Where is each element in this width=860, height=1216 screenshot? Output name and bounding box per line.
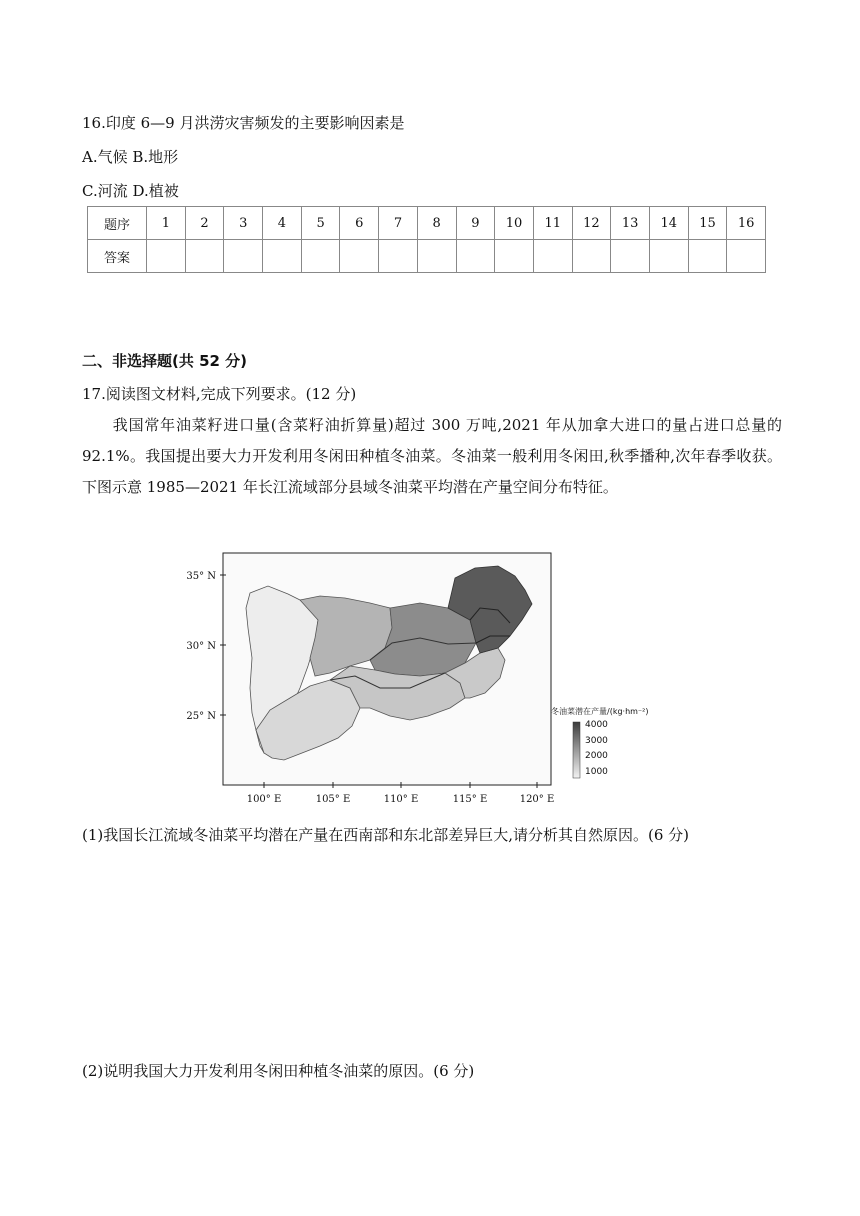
answer-cell[interactable] bbox=[263, 240, 302, 273]
row-label-answer: 答案 bbox=[88, 240, 147, 273]
lon-label: 115° E bbox=[452, 794, 488, 805]
answer-cell[interactable] bbox=[340, 240, 379, 273]
q16-options-cd: C.河流 D.植被 bbox=[82, 182, 179, 200]
legend-value: 2000 bbox=[585, 751, 608, 761]
q17-material-text: 我国常年油菜籽进口量(含菜籽油折算量)超过 300 万吨,2021 年从加拿大进口的量占进口总量的 92.1%。我国提出要大力开发利用冬闲田种植冬油菜。冬油菜一般利用冬闲田,秋季播种,次年春季收获。下图示意 1985—2021 年长江流域部分县域冬油菜平均潜在产量空间分布特征。 bbox=[82, 416, 782, 496]
answer-cell[interactable] bbox=[649, 240, 688, 273]
question-number-cell: 6 bbox=[340, 207, 379, 240]
answer-cell[interactable] bbox=[688, 240, 727, 273]
question-number-cell: 8 bbox=[417, 207, 456, 240]
q17-material bbox=[82, 410, 782, 503]
answer-table bbox=[87, 206, 766, 273]
question-number-cell: 9 bbox=[456, 207, 495, 240]
q17-sub2: (2)说明我国大力开发利用冬闲田种植冬油菜的原因。(6 分) bbox=[82, 1062, 475, 1080]
question-number-cell: 12 bbox=[572, 207, 611, 240]
question-number-cell: 5 bbox=[301, 207, 340, 240]
answer-cell[interactable] bbox=[572, 240, 611, 273]
question-number-cell: 7 bbox=[379, 207, 418, 240]
answer-cell[interactable] bbox=[379, 240, 418, 273]
legend-value: 3000 bbox=[585, 735, 608, 746]
answer-cell[interactable] bbox=[185, 240, 224, 273]
section-title: 二、非选择题(共 52 分) bbox=[82, 352, 248, 370]
question-number-cell: 14 bbox=[649, 207, 688, 240]
q17-stem: 17.阅读图文材料,完成下列要求。(12 分) bbox=[82, 385, 357, 403]
q16-stem: 16.印度 6—9 月洪涝灾害频发的主要影响因素是 bbox=[82, 114, 405, 132]
legend-value: 1000 bbox=[585, 766, 608, 777]
q17-sub1: (1)我国长江流域冬油菜平均潜在产量在西南部和东北部差异巨大,请分析其自然原因。(6 分) bbox=[82, 826, 690, 844]
q16-options-ab: A.气候 B.地形 bbox=[82, 148, 179, 166]
question-number-cell: 3 bbox=[224, 207, 263, 240]
answer-cell[interactable] bbox=[147, 240, 186, 273]
lon-label: 105° E bbox=[315, 794, 351, 805]
answer-cell[interactable] bbox=[611, 240, 650, 273]
legend-colorbar bbox=[573, 722, 580, 778]
answer-cell[interactable] bbox=[456, 240, 495, 273]
answer-table-header-row bbox=[88, 207, 766, 240]
answer-cell[interactable] bbox=[495, 240, 534, 273]
row-label-number: 题序 bbox=[88, 207, 147, 240]
question-number-cell: 1 bbox=[147, 207, 186, 240]
answer-cell[interactable] bbox=[301, 240, 340, 273]
lat-label: 25° N bbox=[186, 711, 216, 722]
question-number-cell: 2 bbox=[185, 207, 224, 240]
answer-cell[interactable] bbox=[417, 240, 456, 273]
lon-label: 120° E bbox=[519, 794, 555, 805]
lon-label: 100° E bbox=[246, 794, 282, 805]
question-number-cell: 15 bbox=[688, 207, 727, 240]
legend-value: 4000 bbox=[585, 720, 608, 730]
answer-table-answer-row bbox=[88, 240, 766, 273]
answer-cell[interactable] bbox=[533, 240, 572, 273]
legend-title: 冬油菜潜在产量/(kg·hm⁻²) bbox=[551, 707, 649, 716]
answer-cell[interactable] bbox=[727, 240, 766, 273]
question-number-cell: 4 bbox=[263, 207, 302, 240]
answer-cell[interactable] bbox=[224, 240, 263, 273]
lat-label: 30° N bbox=[186, 641, 216, 652]
question-number-cell: 11 bbox=[533, 207, 572, 240]
legend-values bbox=[585, 718, 608, 780]
question-number-cell: 10 bbox=[495, 207, 534, 240]
question-number-cell: 16 bbox=[727, 207, 766, 240]
lat-label: 35° N bbox=[186, 571, 216, 582]
lon-label: 110° E bbox=[383, 794, 419, 805]
question-number-cell: 13 bbox=[611, 207, 650, 240]
